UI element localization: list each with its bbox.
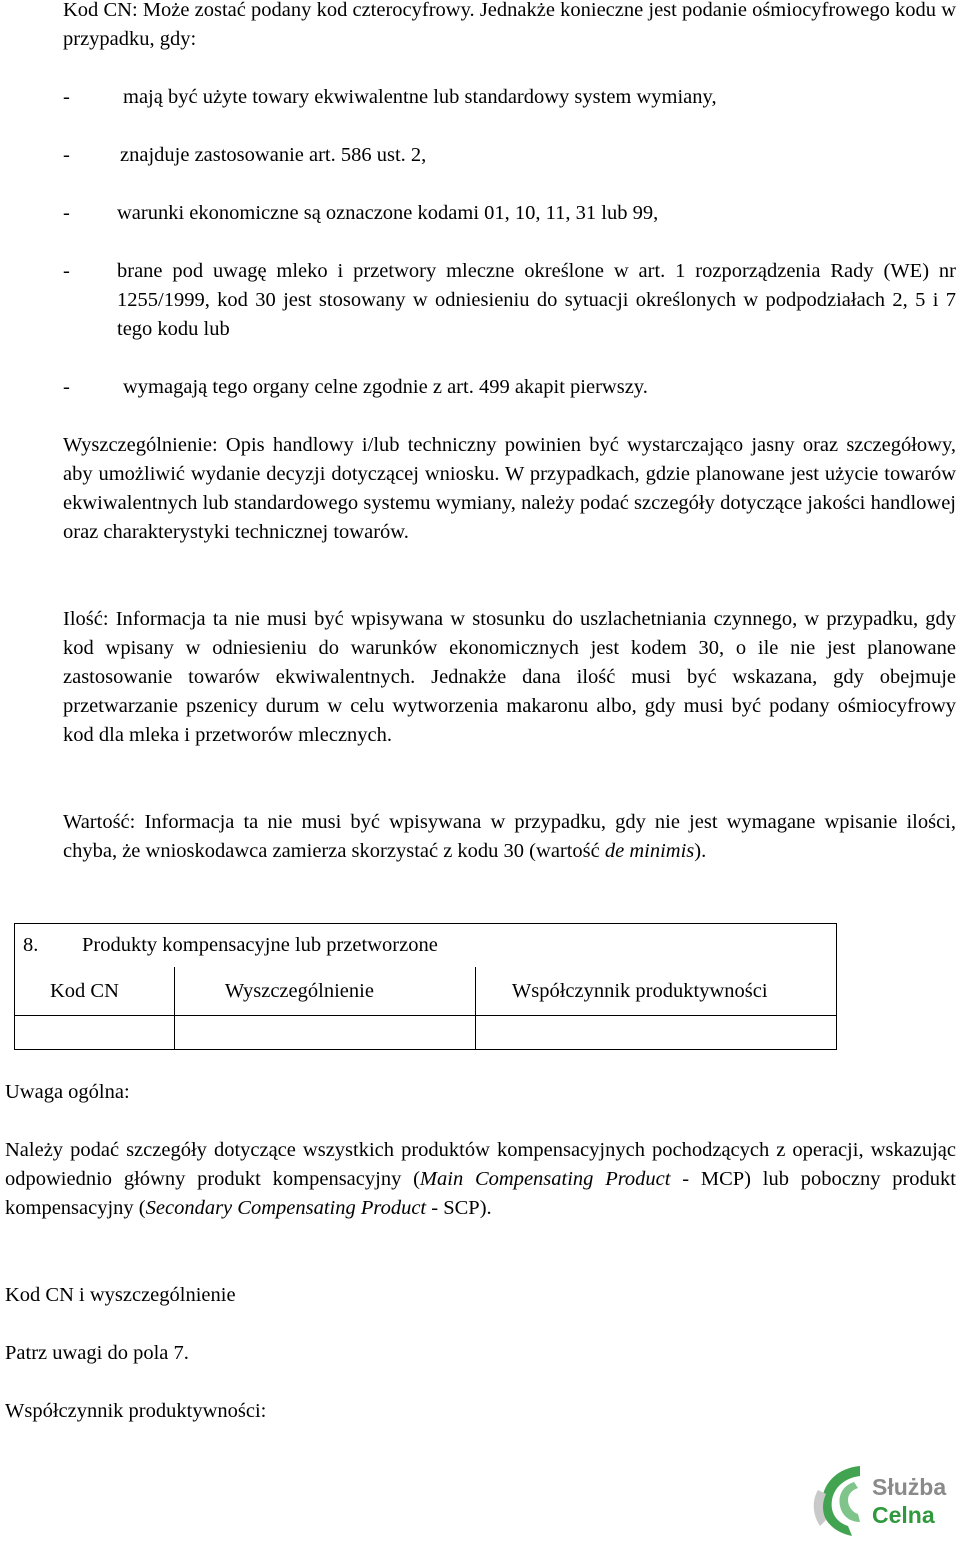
bullet-item-3: warunki ekonomiczne są oznaczone kodami 01, 10, 11, 31 lub 99, <box>117 202 659 224</box>
bullet-dash: - <box>63 144 70 166</box>
section-8-table <box>14 923 837 1050</box>
bullet-item-2: znajduje zastosowanie art. 586 ust. 2, <box>120 144 427 166</box>
bullet-dash: - <box>63 202 70 224</box>
table-cell <box>475 1016 836 1050</box>
logo-text-line2: Celna <box>872 1502 935 1528</box>
column-header-wyszczegolnienie: Wyszczególnienie <box>174 967 475 1016</box>
section-title: Produkty kompensacyjne lub przetworzone <box>82 934 438 956</box>
uwaga-heading: Uwaga ogólna: <box>5 1081 130 1103</box>
kod-cn-heading: Kod CN i wyszczególnienie <box>5 1284 236 1306</box>
patrz-text: Patrz uwagi do pola 7. <box>5 1342 189 1364</box>
nalezy-paragraph <box>5 1136 956 1223</box>
bullet-dash: - <box>63 86 70 108</box>
column-header-kod-cn: Kod CN <box>15 967 175 1016</box>
wartosc-tail: ). <box>694 840 707 862</box>
nalezy-text: - SCP). <box>426 1197 492 1219</box>
bullet-dash: - <box>63 376 70 398</box>
nalezy-text: Należy podać szczegóły dotyczące wszystkich produktów kompensacyjnych pochodzących z operacji, wskazując odpowiednio główny produkt kompensacyjny ( <box>5 1139 956 1190</box>
logo-text-line1: Służba <box>872 1474 947 1500</box>
bullet-dash: - <box>63 260 70 282</box>
nalezy-italic-mcp: Main Compensating Product <box>419 1168 671 1190</box>
customs-service-logo <box>806 1458 960 1541</box>
bullet-item-5: wymagają tego organy celne zgodnie z art. 499 akapit pierwszy. <box>123 376 648 398</box>
nalezy-text: - MCP) lub poboczny produkt kompensacyjny ( <box>5 1168 956 1219</box>
wspolczynnik-heading: Współczynnik produktywności: <box>5 1400 267 1422</box>
wartosc-text: Wartość: Informacja ta nie musi być wpisywana w przypadku, gdy nie jest wymagane wpisanie ilości, chyba, że wnioskodawca zamierza skorzystać z kodu 30 (wartość <box>63 811 956 862</box>
bullet-item-1: mają być użyte towary ekwiwalentne lub standardowy system wymiany, <box>123 86 717 108</box>
section-8-title-cell <box>15 924 837 968</box>
customs-service-logo-icon <box>808 1460 870 1540</box>
wartosc-paragraph <box>63 808 956 866</box>
table-cell <box>174 1016 475 1050</box>
nalezy-italic-scp: Secondary Compensating Product <box>145 1197 427 1219</box>
wartosc-italic: de minimis <box>604 840 695 862</box>
bullet-item-4: brane pod uwagę mleko i przetwory mleczne określone w art. 1 rozporządzenia Rady (WE) nr 1255/1999, kod 30 jest stosowany w odniesieniu do sytuacji określonych w podpodziałach 2, 5 i 7 tego kodu lub <box>117 260 956 340</box>
table-cell <box>15 1016 175 1050</box>
intro-paragraph: Kod CN: Może zostać podany kod czterocyfrowy. Jednakże konieczne jest podanie ośmiocyfrowego kodu w przypadku, gdy: <box>63 0 956 50</box>
wyszczegolnienie-paragraph: Wyszczególnienie: Opis handlowy i/lub techniczny powinien być wystarczająco jasny oraz szczegółowy, aby umożliwić wydanie decyzji dotyczącej wniosku. W przypadkach, gdzie planowane jest użycie towarów ekwiwalentnych lub standardowego systemu wymiany, należy podać szczegóły dotyczące jakości handlowej oraz charakterystyki technicznej towarów. <box>63 434 956 543</box>
section-number: 8. <box>23 934 39 956</box>
ilosc-paragraph: Ilość: Informacja ta nie musi być wpisywana w stosunku do uszlachetniania czynnego, w przypadku, gdy kod wpisany w odniesieniu do warunków ekonomicznych jest kodem 30, o ile nie jest planowane zastosowanie towarów ekwiwalentnych. Jednakże dana ilość musi być wskazana, gdy obejmuje przetwarzanie pszenicy durum w celu wytworzenia makaronu albo, gdy musi być podany ośmiocyfrowy kod dla mleka i przetworów mlecznych. <box>63 608 956 746</box>
column-header-wspolczynnik: Współczynnik produktywności <box>475 967 836 1016</box>
